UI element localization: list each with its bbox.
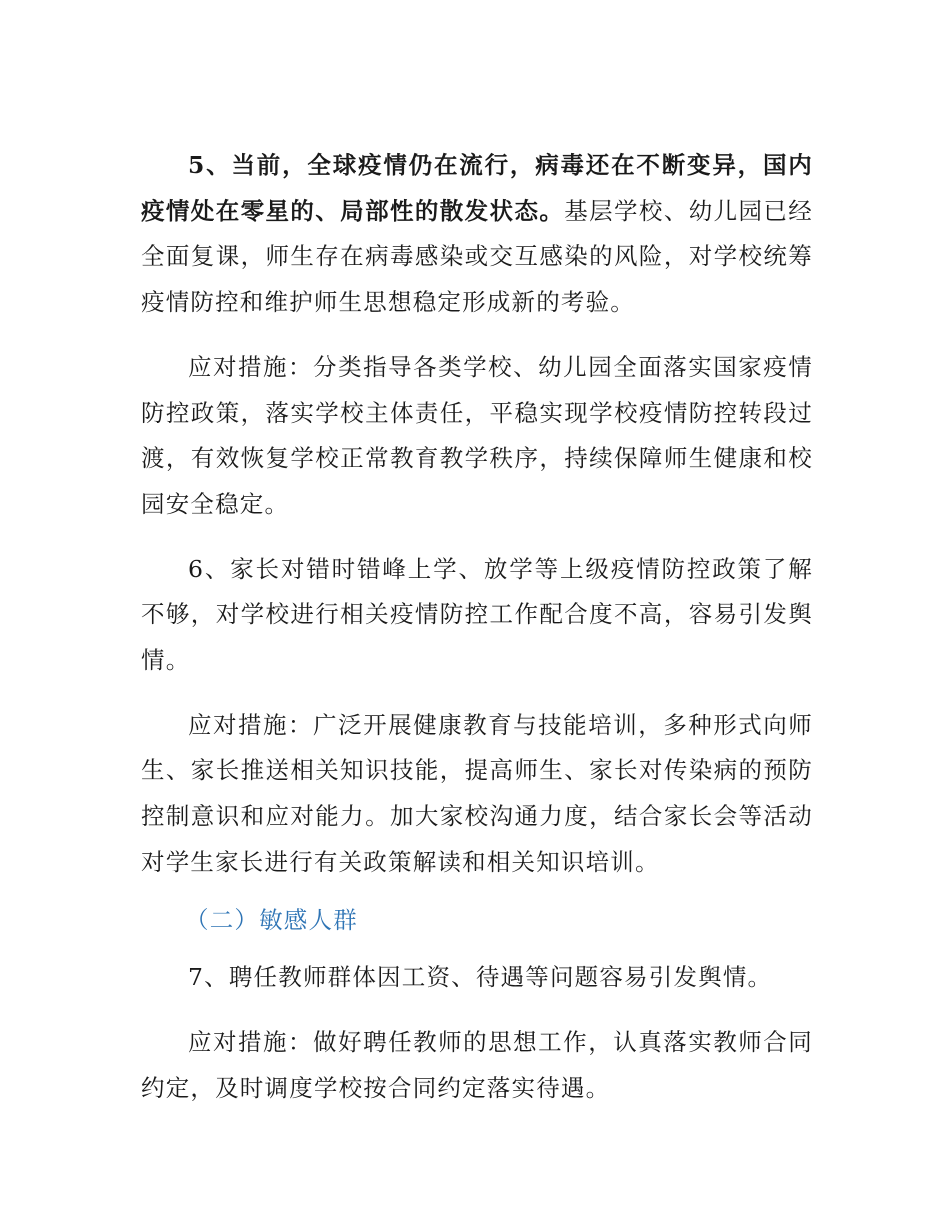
item-5-bold-text: 5、当前，全球疫情仍在流行，病毒还在不断变异，国内疫情处在零星的、局部性的散发状态。: [141, 151, 813, 225]
document-page: [141, 143, 813, 1111]
item-7-paragraph: 7、聘任教师群体因工资、待遇等问题容易引发舆情。: [188, 963, 773, 992]
item-6-paragraph: 6、家长对错时错峰上学、放学等上级疫情防控政策了解不够，对学校进行相关疫情防控工作配合度不高，容易引发舆情。: [141, 554, 813, 675]
paragraph-gap: [141, 943, 813, 955]
paragraph-gap: [141, 684, 813, 703]
measure-6-paragraph: 应对措施：广泛开展健康教育与技能培训，多种形式向师生、家长推送相关知识技能，提高师生、家长对传染病的预防控制意识和应对能力。加大家校沟通力度，结合家长会等活动对学生家长进行有关政策解读和相关知识培训。: [141, 710, 813, 876]
item-5-text: 基层学校、幼儿园已经全面复课，师生存在病毒感染或交互感染的风险，对学校统筹疫情防控和维护师生思想稳定形成新的考验。: [141, 196, 813, 317]
paragraph-gap: [141, 1001, 813, 1020]
paragraph-gap: [141, 326, 813, 345]
section-2-heading: （二）敏感人群: [185, 905, 358, 934]
paragraph-gap: [141, 528, 813, 547]
paragraph-gap: [141, 886, 813, 898]
measure-5-paragraph: 应对措施：分类指导各类学校、幼儿园全面落实国家疫情防控政策，落实学校主体责任，平稳实现学校疫情防控转段过渡，有效恢复学校正常教育教学秩序，持续保障师生健康和校园安全稳定。: [141, 352, 813, 518]
item-5-paragraph: [141, 143, 813, 326]
measure-7-paragraph: 应对措施：做好聘任教师的思想工作，认真落实教师合同约定，及时调度学校按合同约定落实待遇。: [141, 1027, 813, 1102]
